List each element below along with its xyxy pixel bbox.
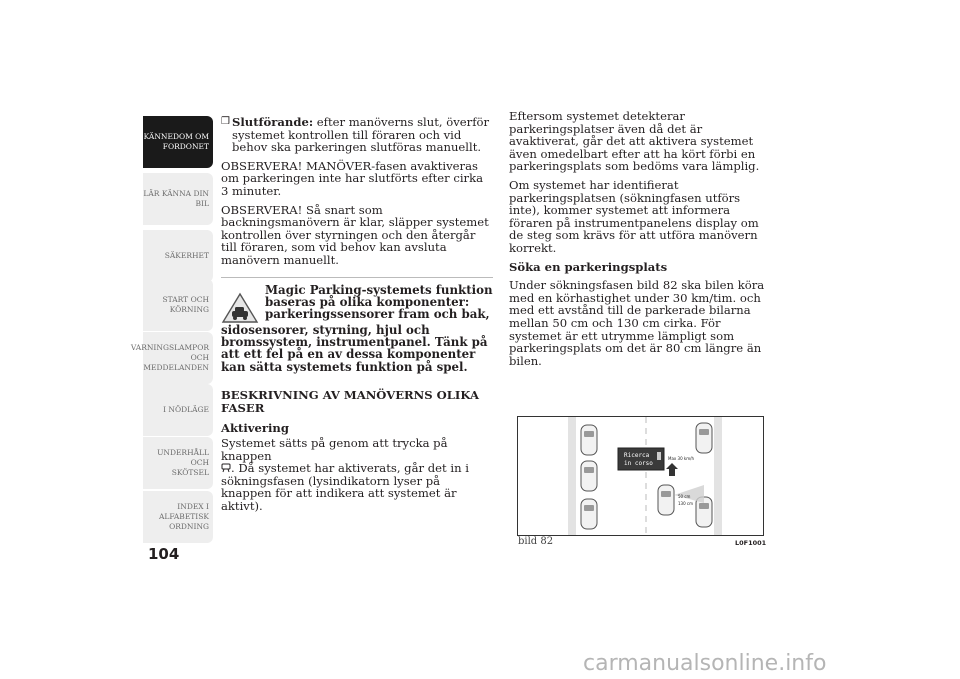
page-number: 104: [148, 545, 180, 563]
tab-kannedom-om-fordonet[interactable]: KÄNNEDOM OM FORDONET: [143, 116, 213, 168]
warning-triangle-icon: [221, 292, 259, 324]
figure-caption: bild 82: [518, 536, 554, 547]
distance-label-130: 130 cm: [678, 501, 694, 506]
text-column-right: [509, 110, 771, 373]
display-line-1: Ricerca: [624, 452, 650, 459]
tab-index[interactable]: INDEX I ALFABETISK ORDNING: [143, 491, 213, 543]
tab-sakerhet[interactable]: SÄKERHET: [143, 230, 213, 282]
section-title: BESKRIVNING AV MANÖVERNS OLIKA FASER: [221, 388, 479, 415]
note-manover: OBSERVERA! MANÖVER-fasen avaktiveras om parkeringen inte har slutförts efter cirka 3 minuter.: [221, 158, 484, 198]
tab-underhall-och-skotsel[interactable]: UNDERHÅLL OCH SKÖTSEL: [143, 437, 213, 489]
tab-lar-kanna-din-bil[interactable]: LÄR KÄNNA DIN BIL: [143, 173, 213, 225]
watermark: carmanualsonline.info: [583, 651, 827, 676]
parking-illustration: [517, 416, 764, 536]
display-line-2: in corso: [624, 460, 653, 467]
text-column-left: [221, 116, 493, 519]
tab-start-och-korning[interactable]: START OCH KÖRNING: [143, 279, 213, 331]
speed-label: Max 30 km/h: [668, 456, 694, 461]
checkbox-bullet-icon: ❒: [221, 116, 230, 127]
subheading-soka: Söka en parkeringsplats: [509, 259, 668, 274]
tab-varningslampor[interactable]: VARNINGSLAMPOR OCH MEDDELANDEN: [143, 332, 213, 384]
paragraph-1: Eftersom systemet detekterar parkeringsplatser även då det är avaktiverat, går det att aktivera systemet även omedelbart efter att ha kört förbi en parkeringsplats som bedöms vara lämplig.: [509, 109, 760, 174]
tab-i-nodlage[interactable]: I NÖDLÄGE: [143, 384, 213, 436]
parking-button-icon: [221, 463, 231, 473]
warning-rest: sidosensorer, styrning, hjul och bromssystem, instrumentpanel. Tänk på att ett fel på en av dessa komponenter kan sätta systemets funktion på spel.: [221, 322, 488, 374]
paragraph-3: Under sökningsfasen bild 82 ska bilen köra med en körhastighet under 30 km/tim. och med ett avstånd till de parkerade bilarna mellan 50 cm och 130 cm cirka. För systemet är ett utrymme lämpligt som parkeringsplats om det är 80 cm längre än bilen.: [509, 278, 765, 368]
activation-text: Systemet sätts på genom att trycka på knappen . Då systemet har aktiverats, går det in i sökningsfasen (lysindikatorn lyser på knappen för att indikera att systemet är aktivt).: [221, 435, 469, 513]
note-backning: OBSERVERA! Så snart som backningsmanövern är klar, släpper systemet kontrollen över styrningen och den återgår till föraren, som vid behov kan avsluta manövern manuellt.: [221, 202, 489, 267]
paragraph-2: Om systemet har identifierat parkeringsplatsen (sökningfasen utförs inte), kommer systemet att informera föraren på instrumentpanelens display om de steg som krävs för att utföra manövern korrekt.: [509, 177, 759, 255]
subheading-aktivering: Aktivering: [221, 421, 289, 436]
distance-label-50: 50 cm: [678, 494, 691, 499]
parking-diagram: [518, 417, 763, 535]
warning-block: [221, 277, 493, 374]
bullet-slutforande: ❒ Slutförande: efter manöverns slut, överför systemet kontrollen till föraren och vid behov ska parkeringen slutföras manuellt.: [221, 115, 490, 155]
figure-code: L0F1001: [735, 539, 767, 547]
warning-lead: Magic Parking-systemets funktion baseras på olika komponenter: parkeringssensorer fram och bak,: [265, 282, 493, 322]
